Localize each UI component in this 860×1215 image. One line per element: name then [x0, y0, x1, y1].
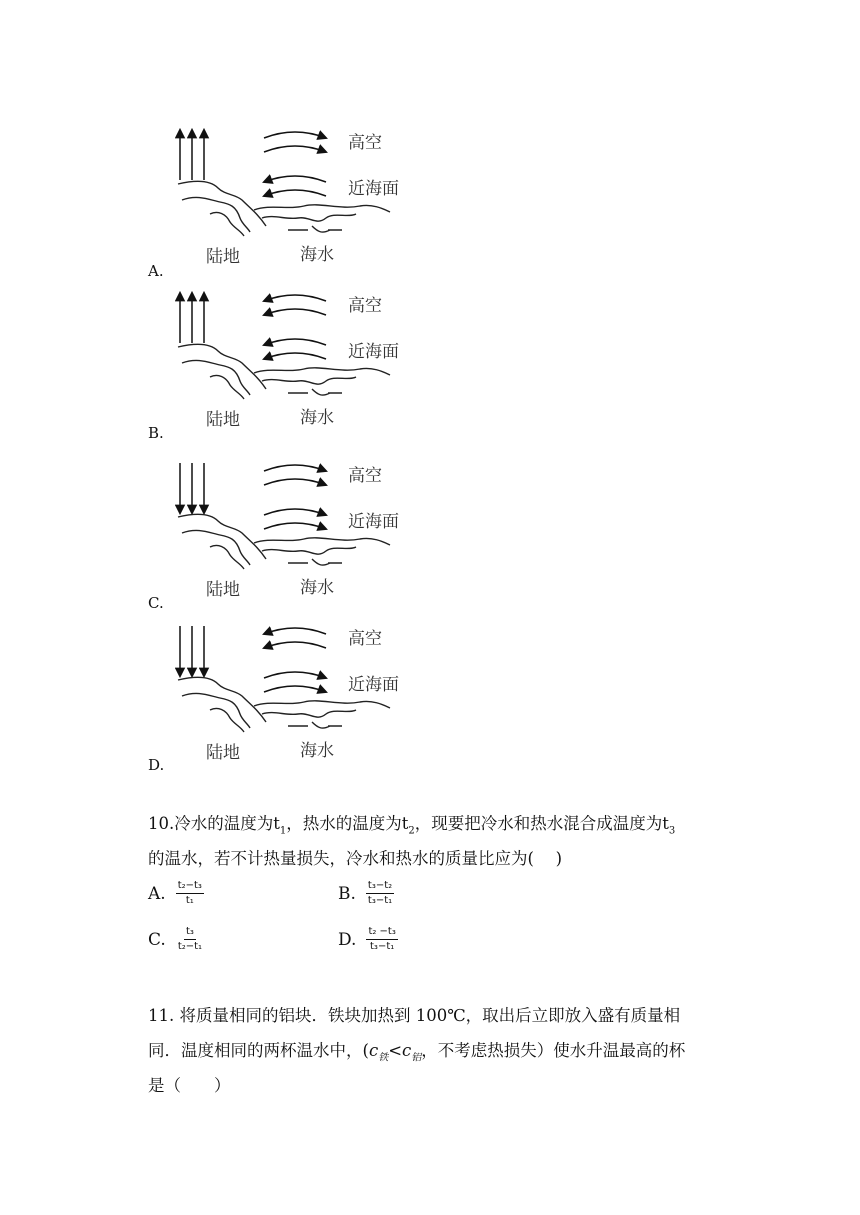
high-altitude-wind-arrows: [264, 132, 326, 152]
option-letter: A.: [148, 262, 164, 280]
fraction: [366, 926, 397, 953]
wind-diagram-option-b: [170, 285, 420, 435]
label-sea-water: 海水: [300, 408, 334, 428]
option-letter: C.: [148, 594, 164, 612]
fraction-numerator: t₃: [184, 926, 196, 940]
wind-diagram-option-d: [170, 618, 420, 768]
option-letter: B.: [148, 424, 164, 442]
label-land: 陆地: [206, 580, 240, 600]
wind-diagram-option-a: [170, 122, 420, 272]
q10-line-1: 10.冷水的温度为$t_1$，热水的温度为$t_2$，现要把冷水和热水混合成温度为$t_3$: [148, 814, 676, 837]
label-near-sea-surface: 近海面: [348, 179, 399, 199]
choice-letter: B.: [338, 883, 356, 904]
q11-line-1: 11. 将质量相同的铝块．铁块加热到 100℃，取出后立即放入盛有质量相: [148, 1006, 681, 1025]
label-high-altitude: 高空: [348, 466, 382, 486]
wind-arrow-left-icon: [264, 353, 326, 359]
fraction-numerator: t₂ −t₃: [366, 926, 397, 940]
fraction-numerator: t₂−t₃: [176, 880, 204, 894]
fraction: [366, 880, 394, 907]
high-altitude-wind-arrows: [264, 628, 326, 648]
fraction-denominator: t₂−t₁: [177, 941, 203, 952]
label-land: 陆地: [206, 743, 240, 763]
wind-arrow-right-icon: [264, 146, 326, 152]
high-altitude-wind-arrows: [264, 465, 326, 485]
fraction-denominator: t₃−t₁: [370, 941, 395, 952]
near-sea-wind-arrows: [264, 509, 326, 529]
choice-letter: A.: [148, 883, 166, 904]
wind-arrow-left-icon: [264, 190, 326, 196]
q10-choice-c: [148, 926, 204, 953]
wind-arrow-right-icon: [264, 523, 326, 529]
wind-arrow-left-icon: [264, 295, 326, 301]
label-sea-water: 海水: [300, 578, 334, 598]
near-sea-wind-arrows: [264, 176, 326, 196]
label-near-sea-surface: 近海面: [348, 512, 399, 532]
q11-line-2: 同．温度相同的两杯温水中，($c_铁<c_铝$，不考虑热损失）使水升温最高的杯: [148, 1041, 686, 1064]
wind-arrow-left-icon: [264, 339, 326, 345]
land-vertical-arrows: [180, 130, 204, 180]
wind-arrow-right-icon: [264, 465, 326, 471]
fraction: [176, 880, 204, 907]
q10-line-2: 的温水，若不计热量损失，冷水和热水的质量比应为( ): [148, 849, 563, 868]
option-letter: D.: [148, 756, 165, 774]
high-altitude-wind-arrows: [264, 295, 326, 315]
wind-diagram-option-c: [170, 455, 420, 605]
label-high-altitude: 高空: [348, 133, 382, 153]
fraction-denominator: t₁: [185, 895, 194, 906]
land-vertical-arrows: [180, 463, 204, 513]
wind-arrow-left-icon: [264, 176, 326, 182]
label-land: 陆地: [206, 410, 240, 430]
wind-arrow-right-icon: [264, 672, 326, 678]
q10-choice-b: [338, 880, 394, 907]
label-land: 陆地: [206, 247, 240, 267]
wind-arrow-right-icon: [264, 686, 326, 692]
wind-arrow-right-icon: [264, 509, 326, 515]
choice-letter: C.: [148, 929, 166, 950]
q10-choice-a: [148, 880, 204, 907]
wind-arrow-right-icon: [264, 132, 326, 138]
land-vertical-arrows: [180, 626, 204, 676]
land-vertical-arrows: [180, 293, 204, 343]
wind-arrow-right-icon: [264, 479, 326, 485]
label-near-sea-surface: 近海面: [348, 675, 399, 695]
label-sea-water: 海水: [300, 741, 334, 761]
near-sea-wind-arrows: [264, 672, 326, 692]
wind-arrow-left-icon: [264, 628, 326, 634]
near-sea-wind-arrows: [264, 339, 326, 359]
fraction: [176, 926, 204, 953]
fraction-denominator: t₃−t₁: [367, 895, 393, 906]
label-high-altitude: 高空: [348, 629, 382, 649]
label-near-sea-surface: 近海面: [348, 342, 399, 362]
label-sea-water: 海水: [300, 245, 334, 265]
choice-letter: D.: [338, 929, 357, 950]
label-high-altitude: 高空: [348, 296, 382, 316]
wind-arrow-left-icon: [264, 309, 326, 315]
q11-line-3: 是（ ）: [148, 1076, 231, 1095]
wind-arrow-left-icon: [264, 642, 326, 648]
fraction-numerator: t₃−t₂: [366, 880, 394, 894]
q10-choice-d: [338, 926, 398, 953]
